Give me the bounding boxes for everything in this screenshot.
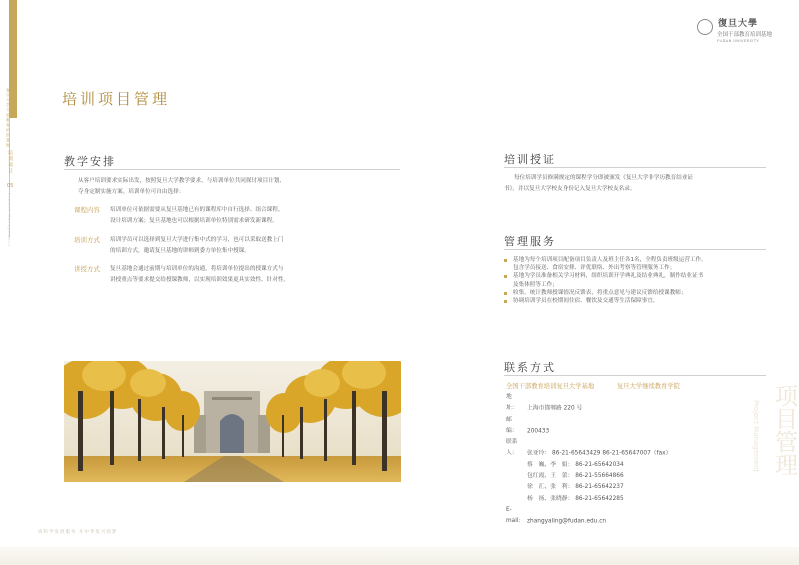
contact-value: 200433 <box>527 427 550 434</box>
item-line: 培训单位可依据需要从复旦基地已有的课程库中自行选择、组合课程、 <box>110 207 284 213</box>
contact-section-title: 联系方式 <box>504 361 556 374</box>
contact-row <box>506 494 766 505</box>
contact-org-1: 全国干部教育培训复旦大学基地 <box>506 383 595 390</box>
contact-divider <box>504 375 766 376</box>
list-item <box>504 272 779 288</box>
campus-photo <box>64 361 401 482</box>
list-line: 收集、统计教师授课情况反馈表，将重点意见与建议反馈给授课教师； <box>513 289 687 296</box>
logo-subtitle: 全国干部教育培训基地 <box>717 32 773 38</box>
item-label: 培训方式 <box>74 236 100 244</box>
logo-english: FUDAN UNIVERSITY <box>717 39 760 43</box>
contact-label: 邮 编： <box>506 416 518 434</box>
contact-label: E-mail： <box>506 506 525 525</box>
teaching-item-course <box>74 205 400 226</box>
contact-row <box>506 392 766 415</box>
page-title: 培训项目管理 <box>62 90 171 108</box>
list-item <box>504 297 779 305</box>
bullet-icon <box>504 275 507 278</box>
intro-line: 夺身定制实施方案。培训单位可自由选择： <box>78 188 185 195</box>
service-section-title: 管理服务 <box>504 235 556 248</box>
certificate-divider <box>504 167 766 168</box>
item-label: 课程内容 <box>74 206 100 214</box>
item-line: 设计培训方案；复旦基地也可以根据培训单位特别需求研发新课程。 <box>110 217 278 224</box>
intro-line: 从客户培训要求实际出发，按照复旦大学教学要求，与培训单位共同探讨项目计划、 <box>78 178 285 184</box>
teaching-item-lecture <box>74 264 400 285</box>
bottom-band <box>0 547 799 565</box>
contact-value: 徐 汇、张 利： 86-21-65642237 <box>527 484 624 491</box>
list-item <box>504 256 779 272</box>
contact-row <box>506 471 766 482</box>
contact-row <box>506 437 766 460</box>
contact-row <box>506 460 766 471</box>
contact-row <box>506 415 766 438</box>
contact-value: 包红霞、王 蕾： 86-21-55664866 <box>527 473 624 480</box>
contact-row <box>506 505 766 528</box>
contact-org-2: 复旦大学继续教育学院 <box>617 383 680 390</box>
certificate-text <box>504 173 774 194</box>
list-line: 基地为每个培训项目配备项目负责人及班主任各1名，全程负责班级运营工作， <box>513 257 707 263</box>
contact-label: 地 址： <box>506 394 518 412</box>
bullet-icon <box>504 300 507 303</box>
decorative-vertical-title: 项目管理 <box>771 384 797 476</box>
footer-slogan: 尚科学发展服务 开中华复兴圆梦 <box>38 530 118 535</box>
item-label: 讲授方式 <box>74 265 100 273</box>
contact-value: 杨 扬、张晓静： 86-21-65642285 <box>527 495 624 502</box>
contact-value[interactable]: zhangyaling@fudan.edu.cn <box>527 518 607 525</box>
certificate-section-title: 培训授证 <box>504 153 556 166</box>
list-line: 及集体照等工作； <box>513 281 558 288</box>
certificate-line: 每位培训学员修满规定的课程学分即被颁发《复旦大学非学历教育结业证 <box>514 175 694 181</box>
contact-label: 联系人： <box>506 439 518 457</box>
teaching-intro <box>78 176 408 197</box>
contact-list <box>506 392 766 528</box>
sidebar-vertical-text: 复旦大学干部教育培训基地 <box>6 88 11 148</box>
teaching-divider <box>64 169 400 170</box>
item-line: 讲授重点等要求提交给授课教师，以实现培训效果更具实效性、针对性。 <box>110 276 290 283</box>
item-line: 复旦基地会通过前期与培训单位的沟通，将培训单位提出的授课方式与 <box>110 266 284 272</box>
contact-row <box>506 482 766 493</box>
list-item <box>504 289 779 297</box>
list-line: 基地为学员准备相关学习材料，组织培训开学典礼及结业典礼，制作结业证书 <box>513 273 704 280</box>
university-seal-icon <box>697 19 713 35</box>
contact-value: 蔡 巍、李 娟： 86-21-65642034 <box>527 461 624 468</box>
bullet-icon <box>504 292 507 295</box>
page-number: 05 <box>7 183 14 189</box>
item-line: 的培训方式，邀请复旦基地的讲师到委方单位集中授课。 <box>110 247 250 254</box>
contact-value: 张亚玲： 86-21-65643429 86-21-65647007（fax） <box>527 450 672 457</box>
sidebar-section-label: 培训项目 <box>7 150 13 174</box>
sidebar-en-label: Project Management <box>7 193 11 248</box>
list-line: 协调培训学员在校期间住宿、餐饮及交通等生活保障事宜。 <box>513 298 659 305</box>
logo-title: 復旦大學 <box>718 19 759 29</box>
teaching-item-method <box>74 235 400 256</box>
contact-value: 上海市邯郸路 220 号 <box>527 405 583 412</box>
service-list <box>504 256 779 305</box>
certificate-line: 书》，并以复旦大学校友身份记入复旦大学校友名录。 <box>504 185 636 192</box>
service-divider <box>504 249 766 250</box>
decorative-vertical-english: Project Management <box>752 400 760 473</box>
bullet-icon <box>504 259 507 262</box>
list-line: 包含学员接送、食宿安排、评优联络、外出考察等管理服务工作； <box>513 265 676 272</box>
teaching-section-title: 教学安排 <box>64 155 116 168</box>
item-line: 培训学员可以选择到复旦大学进行集中式的学习，也可以采取送教上门 <box>110 237 284 243</box>
